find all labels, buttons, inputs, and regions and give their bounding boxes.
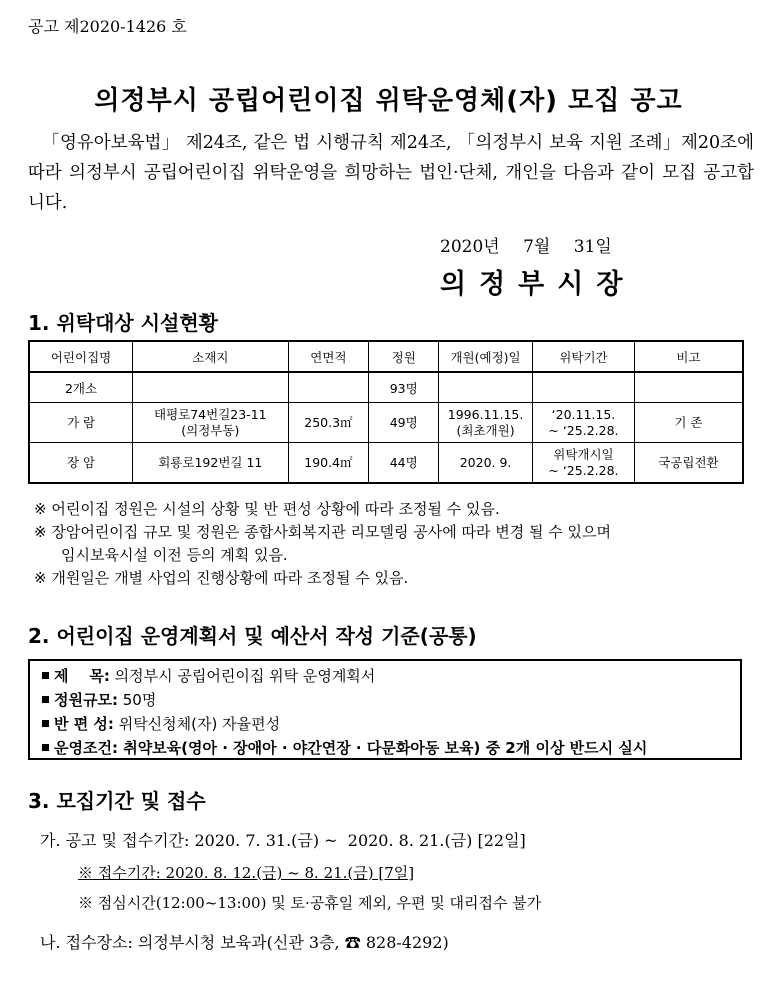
square-bullet-icon [42, 696, 49, 703]
criteria-item [42, 688, 740, 712]
table-row [29, 403, 743, 443]
facility-remark: 기 존 [634, 403, 743, 443]
facility-name: 가 람 [29, 403, 133, 443]
criteria-label: 반 편 성: [54, 715, 114, 733]
section1-heading: 1. 위탁대상 시설현황 [28, 311, 218, 335]
summary-name: 2개소 [29, 372, 133, 403]
receipt-period: ※ 접수기간: 2020. 8. 12.(금) ~ 8. 21.(금) [7일] [78, 864, 415, 882]
facility-capacity: 44명 [369, 443, 439, 484]
criteria-value: 의정부시 공립어린이집 위탁 운영계획서 [114, 667, 376, 685]
phone-number: 828-4292) [365, 933, 449, 952]
page-title: 의정부시 공립어린이집 위탁운영체(자) 모집 공고 [94, 86, 683, 116]
note: ※ 어린이집 정원은 시설의 상황 및 반 편성 상황에 따라 조정될 수 있음. [34, 500, 500, 518]
telephone-icon: ☎ [344, 933, 361, 952]
receipt-place [40, 930, 449, 953]
section2-heading: 2. 어린이집 운영계획서 및 예산서 작성 기준(공통) [28, 624, 477, 648]
table-header-row [29, 341, 743, 372]
criteria-label: 운영조건: [54, 739, 118, 757]
facility-table [28, 340, 744, 484]
note: ※ 장암어린이집 규모 및 정원은 종합사회복지관 리모델링 공사에 따라 변경 될 수 있으며 [34, 523, 611, 541]
criteria-value: 위탁신청체(자) 자율편성 [118, 715, 281, 733]
intro-text: 「영유아보육법」 제24조, 같은 법 시행규칙 제24조, 「의정부시 보육 지원 조례」제20조에 따라 의정부시 공립어린이집 위탁운영을 희망하는 법인·단체, 개인을 다음과 같이 모집 공고합니다. [28, 133, 754, 213]
col-header: 위탁기간 [533, 341, 635, 372]
recruit-period: 가. 공고 및 접수기간: 2020. 7. 31.(금) ~ 2020. 8. 21.(금) [22일] [40, 831, 526, 850]
criteria-item [42, 736, 740, 760]
facility-remark: 국공립전환 [634, 443, 743, 484]
square-bullet-icon [42, 744, 49, 751]
facility-name: 장 암 [29, 443, 133, 484]
col-header: 비고 [634, 341, 743, 372]
facility-open-date: 1996.11.15. (최초개원) [439, 403, 533, 443]
square-bullet-icon [42, 720, 49, 727]
facility-open-date: 2020. 9. [439, 443, 533, 484]
square-bullet-icon [42, 672, 49, 679]
notice-date: 2020년 7월 31일 [440, 237, 612, 257]
note: ※ 개원일은 개별 사업의 진행상황에 따라 조정될 수 있음. [34, 569, 409, 587]
table-row [29, 443, 743, 484]
facility-area: 250.3㎡ [288, 403, 369, 443]
table-summary-row [29, 372, 743, 403]
note: 임시보육시설 이전 등의 계획 있음. [61, 546, 288, 564]
receipt-note: ※ 점심시간(12:00~13:00) 및 토·공휴일 제외, 우편 및 대리접수 불가 [78, 894, 542, 912]
signer: 의정부시장 [440, 269, 636, 300]
facility-period: ‘20.11.15. ~ ‘25.2.28. [533, 403, 635, 443]
plan-criteria-box [28, 659, 742, 760]
notice-number: 공고 제2020-1426 호 [28, 17, 187, 36]
col-header: 개원(예정)일 [439, 341, 533, 372]
criteria-item [42, 664, 740, 688]
col-header: 어린이집명 [29, 341, 133, 372]
criteria-value: 50명 [122, 691, 157, 709]
col-header: 정원 [369, 341, 439, 372]
facility-address: 회룡로192번길 11 [133, 443, 288, 484]
summary-capacity: 93명 [369, 372, 439, 403]
facility-period: 위탁개시일 ~ ‘25.2.28. [533, 443, 635, 484]
criteria-item [42, 712, 740, 736]
facility-address: 태평로74번길23-11 (의정부동) [133, 403, 288, 443]
criteria-label: 제 목: [54, 667, 110, 685]
facility-capacity: 49명 [369, 403, 439, 443]
section3-heading: 3. 모집기간 및 접수 [28, 789, 206, 813]
receipt-place-text: 나. 접수장소: 의정부시청 보육과(신관 3층, [40, 933, 340, 952]
facility-area: 190.4㎡ [288, 443, 369, 484]
col-header: 연면적 [288, 341, 369, 372]
intro-paragraph [28, 128, 754, 218]
col-header: 소재지 [133, 341, 288, 372]
criteria-value: 취약보육(영아 · 장애아 · 야간연장 · 다문화아동 보육) 중 2개 이상 반드시 실시 [123, 739, 648, 757]
criteria-label: 정원규모: [54, 691, 118, 709]
section1-notes [34, 498, 611, 590]
